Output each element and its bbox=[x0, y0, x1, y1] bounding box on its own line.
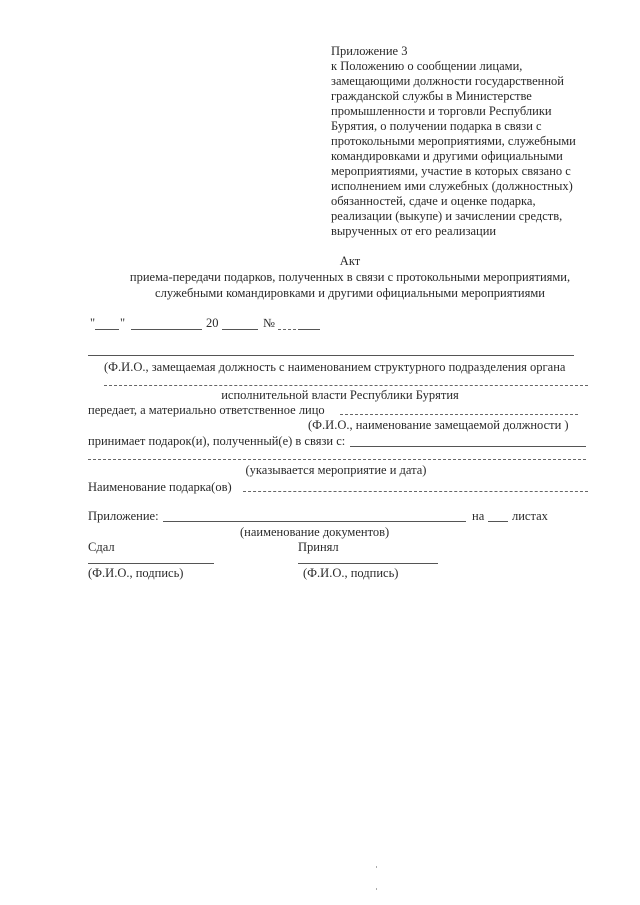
appendix-line: исполнением ими служебных (должностных) bbox=[331, 179, 573, 193]
act-heading: Акт bbox=[339, 254, 361, 268]
gift-name-line[interactable] bbox=[243, 491, 588, 492]
accepts-line[interactable] bbox=[350, 446, 586, 447]
appendix-line: к Положению о сообщении лицами, bbox=[331, 59, 523, 73]
appendix-line: Бурятия, о получении подарка в связи с bbox=[331, 119, 542, 133]
appendix-line: протокольными мероприятиями, служебными bbox=[331, 134, 576, 148]
appendix-line: замещающими должности государственной bbox=[331, 74, 564, 88]
quote-close: " bbox=[120, 316, 126, 330]
fio-position-caption: (Ф.И.О., замещаемая должность с наименованием структурного подразделения органа bbox=[104, 360, 566, 374]
appendix-line: промышленности и торговли Республики bbox=[331, 104, 552, 118]
documents-caption: (наименование документов) bbox=[240, 525, 390, 539]
transfers-label: передает, а материально ответственное лицо bbox=[88, 403, 325, 417]
gave-label: Сдал bbox=[88, 540, 115, 554]
responsible-person-line[interactable] bbox=[340, 414, 578, 415]
accepted-label: Принял bbox=[298, 540, 339, 554]
appendix-line: мероприятиями, участие в которых связано с bbox=[331, 164, 571, 178]
appendix-line: гражданской службы в Министерстве bbox=[331, 89, 532, 103]
fio-position-line[interactable] bbox=[88, 355, 574, 356]
attachment-label: Приложение: bbox=[88, 509, 159, 523]
month-blank[interactable] bbox=[131, 329, 202, 330]
appendix-line: обязанностей, сдаче и оценке подарка, bbox=[331, 194, 536, 208]
appendix-line: реализации (выкупе) и зачислении средств, bbox=[331, 209, 563, 223]
event-caption: (указывается мероприятие и дата) bbox=[245, 463, 427, 477]
attachment-on: на bbox=[472, 509, 485, 523]
gave-signature-line[interactable] bbox=[88, 563, 214, 564]
appendix-block bbox=[331, 44, 601, 239]
scan-speck bbox=[376, 866, 377, 868]
event-line[interactable] bbox=[88, 459, 586, 460]
authority-caption: исполнительной власти Республики Бурятия bbox=[221, 388, 459, 402]
number-blank-2[interactable] bbox=[298, 329, 320, 330]
gave-caption: (Ф.И.О., подпись) bbox=[88, 566, 184, 580]
appendix-line: командировками и другими официальными bbox=[331, 149, 563, 163]
attachment-sheets: листах bbox=[512, 509, 548, 523]
number-sign: № bbox=[263, 316, 275, 330]
accepted-signature-line[interactable] bbox=[298, 563, 438, 564]
day-blank[interactable] bbox=[95, 329, 119, 330]
sheets-count-blank[interactable] bbox=[488, 521, 508, 522]
authority-line[interactable] bbox=[104, 385, 588, 386]
gift-name-label: Наименование подарка(ов) bbox=[88, 480, 232, 494]
year-blank[interactable] bbox=[222, 329, 258, 330]
appendix-line: вырученных от его реализации bbox=[331, 224, 497, 238]
accepted-caption: (Ф.И.О., подпись) bbox=[303, 566, 399, 580]
act-title-line2: служебными командировками и другими официальными мероприятиями bbox=[155, 286, 545, 300]
accepts-label: принимает подарок(и), полученный(е) в связи с: bbox=[88, 434, 346, 448]
fio-position-caption2: (Ф.И.О., наименование замещаемой должности ) bbox=[308, 418, 569, 432]
year-prefix: 20 bbox=[206, 316, 219, 330]
attachment-line[interactable] bbox=[163, 521, 466, 522]
quote-open: " bbox=[90, 316, 96, 330]
act-title-line1: приема-передачи подарков, полученных в связи с протокольными мероприятиями, bbox=[129, 270, 571, 284]
scan-speck bbox=[376, 888, 377, 890]
appendix-line: Приложение 3 bbox=[331, 44, 408, 58]
number-blank-1[interactable] bbox=[278, 329, 296, 330]
